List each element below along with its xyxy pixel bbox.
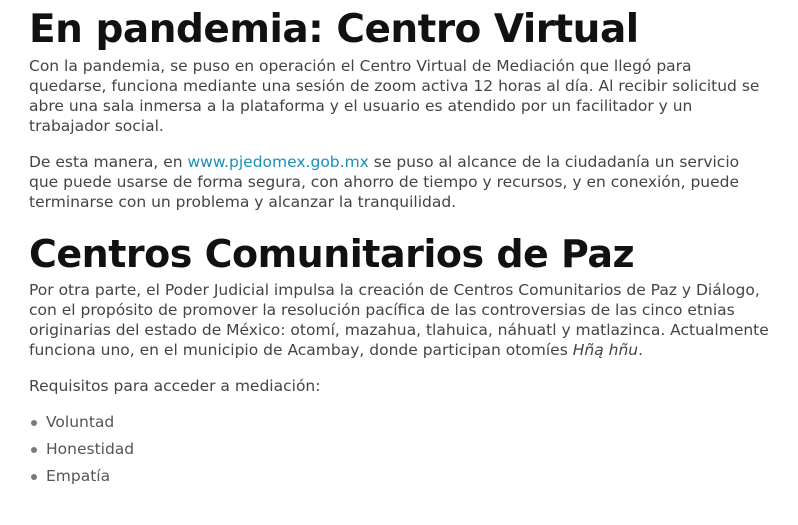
paragraph-centro-virtual-intro: Con la pandemia, se puso en operación el Centro Virtual de Mediación que llegó para quedarse, funciona mediante una sesión de zoom activa 12 horas al día. Al recibir solicitud se abre una sala inmersa a la plataforma y el usuario es atendido por un facilitador y un trabajador social.	[29, 57, 760, 135]
bullet-icon	[31, 447, 37, 453]
article-content	[29, 6, 769, 493]
requirement-label: Honestidad	[46, 440, 135, 458]
paragraph-text-before-link: De esta manera, en	[29, 153, 188, 171]
pjedomex-link[interactable]: www.pjedomex.gob.mx	[187, 153, 369, 171]
list-item	[46, 466, 769, 486]
requirements-intro: Requisitos para acceder a mediación:	[29, 377, 321, 395]
requirement-label: Empatía	[46, 467, 111, 485]
heading-centro-virtual: En pandemia: Centro Virtual	[29, 7, 639, 52]
list-item	[46, 412, 769, 432]
paragraph-centros-text: Por otra parte, el Poder Judicial impulsa la creación de Centros Comunitarios de Paz y Diálogo, con el propósito de promover la resolución pacífica de las controversias de las cinco etnias originarias del estado de México: otomí, mazahua, tlahuica, náhuatl y matlazinca. Actualmente funciona uno, en el municipio de Acambay, donde participan otomíes	[29, 281, 769, 359]
bullet-icon	[31, 474, 37, 480]
requirement-label: Voluntad	[46, 413, 115, 431]
paragraph-centros-end: .	[638, 341, 644, 359]
paragraph-centros-comunitarios	[29, 280, 769, 360]
bullet-icon	[31, 420, 37, 426]
paragraph-text-after-link: se puso al alcance de la ciudadanía un servicio que puede usarse de forma segura, con ahorro de tiempo y recursos, y en conexión, puede terminarse con un problema y alcanzar la tranquilidad.	[29, 153, 740, 211]
list-item	[46, 439, 769, 459]
requirements-list	[29, 412, 769, 486]
otomi-term: Hñą hñu	[572, 341, 639, 359]
paragraph-centro-virtual-link	[29, 152, 769, 212]
heading-centros-comunitarios: Centros Comunitarios de Paz	[29, 232, 635, 276]
